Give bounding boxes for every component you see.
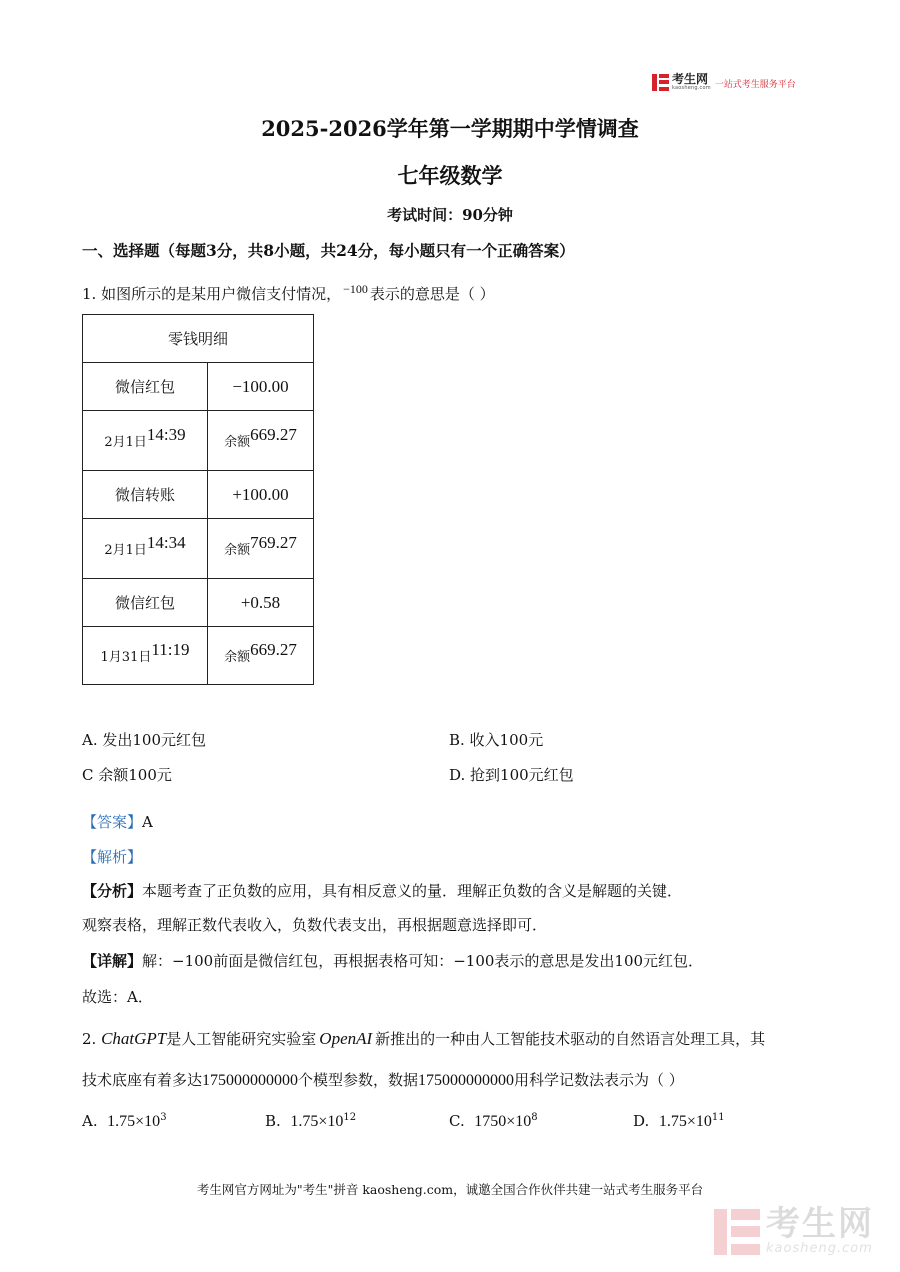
- wechat-balance-table: [82, 314, 314, 685]
- q2-option-d[interactable]: [633, 1112, 725, 1131]
- row3-balance-value: 669.27: [250, 639, 297, 659]
- q2-text4: 个模型参数，数据: [298, 1071, 419, 1089]
- table-row: [83, 363, 314, 411]
- row1-balance-value: 669.27: [250, 424, 297, 444]
- guxuan-line: 故选：A．: [82, 988, 153, 1006]
- q1-answer: [82, 811, 153, 832]
- section1-heading: 一、选择题（每题3分，共8小题，共24分，每小题只有一个正确答案）: [82, 241, 575, 260]
- row2-amount: +100.00: [208, 471, 314, 519]
- row2-date: 2月1日: [104, 542, 147, 558]
- row3-label: 微信红包: [83, 579, 208, 627]
- fenxi-paragraph-2: 观察表格，理解正数代表收入，负数代表支出，再根据题意选择即可．: [82, 916, 548, 934]
- row1-time: 14:39: [146, 424, 186, 444]
- q2-c-exp: 8: [531, 1112, 538, 1123]
- q2-b-exp: 12: [343, 1112, 357, 1123]
- exam-time: 考试时间：90分钟: [387, 206, 513, 224]
- q1-sup-value: −100: [343, 282, 368, 296]
- q2-a-base: 1.75×10: [107, 1113, 161, 1130]
- watermark-logo-icon: [714, 1209, 760, 1255]
- row1-date: 2月1日: [104, 434, 147, 450]
- xiangjie-text: 解：−100前面是微信红包，再根据表格可知：−100表示的意思是发出100元红包．: [142, 952, 704, 970]
- question-2-line-1: [82, 1028, 765, 1049]
- row1-amount: −100.00: [208, 363, 314, 411]
- row3-datetime: [83, 627, 208, 685]
- watermark-name: 考生网: [766, 1204, 874, 1244]
- row2-balance-label: 余额: [224, 542, 251, 558]
- q1-suffix: 表示的意思是（ ）: [369, 285, 495, 303]
- logo-name: 考生网: [672, 72, 709, 86]
- q2-a-exp: 3: [160, 1112, 167, 1123]
- q2-option-b[interactable]: [265, 1112, 356, 1131]
- q2-d-label: D.: [633, 1112, 650, 1130]
- q1-prefix: 1. 如图所示的是某用户微信支付情况，: [82, 285, 342, 303]
- fenxi-text: 本题考查了正负数的应用，具有相反意义的量．理解正负数的含义是解题的关键．: [142, 882, 683, 900]
- q2-d-exp: 11: [711, 1112, 725, 1123]
- q2-c-base: 1750×10: [474, 1113, 532, 1130]
- fenxi-label: 【分析】: [82, 882, 143, 900]
- q2-chatgpt: ChatGPT: [101, 1029, 167, 1048]
- q2-a-label: A.: [82, 1112, 98, 1130]
- row3-amount: +0.58: [208, 579, 314, 627]
- logo-slogan: 一站式考生服务平台: [714, 80, 796, 90]
- q2-text5: 用科学记数法表示为（ ）: [514, 1071, 684, 1089]
- table-header: 零钱明细: [83, 315, 314, 363]
- row1-balance: [208, 411, 314, 471]
- q2-big-number-2: 175000000000: [418, 1072, 515, 1089]
- q2-text3: 技术底座有着多达: [82, 1071, 203, 1089]
- row2-time: 14:34: [146, 532, 186, 552]
- header-logo: [652, 74, 796, 91]
- table-row: [83, 627, 314, 685]
- q2-openai: OpenAI: [319, 1029, 373, 1048]
- q1-option-c[interactable]: C 余额100元: [82, 766, 172, 784]
- fenxi-paragraph: [82, 880, 682, 901]
- page-subtitle: 七年级数学: [397, 163, 503, 188]
- table-row: [83, 471, 314, 519]
- watermark: [714, 1204, 874, 1256]
- q1-option-b[interactable]: B. 收入100元: [449, 731, 544, 749]
- page-footer: 考生网官方网址为"考生"拼音 kaosheng.com，诚邀全国合作伙伴共建一站式考生服务平台: [196, 1182, 704, 1197]
- row2-balance-value: 769.27: [250, 532, 297, 552]
- table-row: [83, 519, 314, 579]
- watermark-url: kaosheng.com: [766, 1241, 873, 1256]
- xiangjie-paragraph: [82, 950, 703, 971]
- row3-time: 11:19: [151, 639, 190, 659]
- xiangjie-label: 【详解】: [82, 952, 143, 970]
- row2-datetime: [83, 519, 208, 579]
- q2-c-label: C.: [449, 1112, 465, 1130]
- answer-label: 【答案】: [82, 813, 143, 831]
- row3-balance: [208, 627, 314, 685]
- row1-label: 微信红包: [83, 363, 208, 411]
- q1-option-d[interactable]: D. 抢到100元红包: [449, 766, 574, 784]
- question-1-stem: [82, 283, 495, 304]
- row3-date: 1月31日: [100, 649, 152, 665]
- q2-number: 2.: [82, 1030, 97, 1048]
- q2-option-c[interactable]: [449, 1112, 538, 1131]
- q2-d-base: 1.75×10: [658, 1113, 712, 1130]
- answer-value: A: [142, 813, 153, 831]
- row3-balance-label: 余额: [224, 649, 251, 665]
- q1-option-a[interactable]: A. 发出100元红包: [82, 731, 206, 749]
- table-row: [83, 411, 314, 471]
- q2-text2: 新推出的一种由人工智能技术驱动的自然语言处理工具，其: [375, 1030, 766, 1048]
- question-2-line-2: [82, 1069, 684, 1090]
- page-title: 2025-2026学年第一学期期中学情调查: [261, 116, 639, 141]
- q2-big-number: 175000000000: [202, 1072, 299, 1089]
- row1-balance-label: 余额: [224, 434, 251, 450]
- q2-b-label: B.: [265, 1112, 281, 1130]
- row1-datetime: [83, 411, 208, 471]
- row2-balance: [208, 519, 314, 579]
- analysis-label: 【解析】: [82, 848, 143, 866]
- q2-text1: 是人工智能研究实验室: [166, 1030, 317, 1048]
- q2-option-a[interactable]: [82, 1112, 167, 1131]
- table-row: [83, 579, 314, 627]
- kaosheng-logo-icon: [652, 74, 669, 91]
- row2-label: 微信转账: [83, 471, 208, 519]
- logo-url: kaosheng.com: [672, 85, 711, 91]
- q2-b-base: 1.75×10: [290, 1113, 344, 1130]
